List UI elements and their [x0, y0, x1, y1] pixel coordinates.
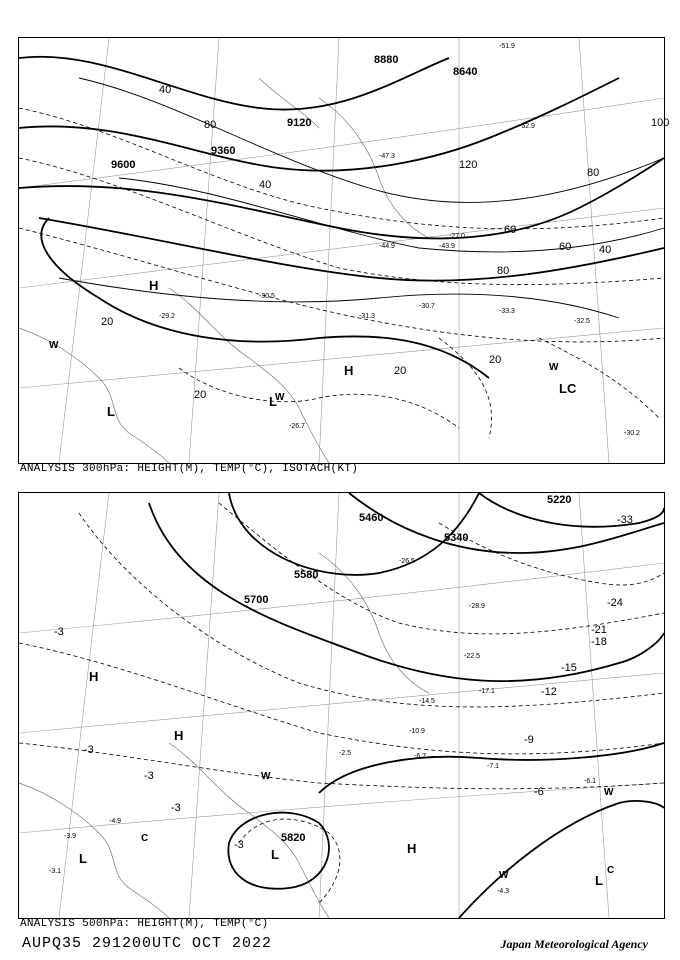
temp-label: -7.1: [487, 763, 500, 770]
height-label: 9120: [287, 117, 312, 129]
isotach-label: 100: [651, 117, 670, 129]
isotach-label: 120: [459, 159, 478, 171]
isotach-label: 40: [259, 179, 272, 191]
temp-label: -17.1: [479, 688, 495, 695]
caption-500hpa: ANALYSIS 500hPa: HEIGHT(M), TEMP(°C): [20, 918, 269, 930]
low-cold-center: LC: [559, 381, 577, 396]
isotherm-label: -12: [541, 686, 557, 698]
low-center: L: [107, 404, 115, 419]
low-center: L: [595, 873, 603, 888]
temp-label: -30.2: [624, 430, 640, 437]
height-label: 9600: [111, 159, 136, 171]
isotherm-label: -9: [524, 734, 534, 746]
isotach-label: 80: [204, 119, 217, 131]
temp-label: -28.9: [469, 603, 485, 610]
temp-label: -3.1: [49, 868, 62, 875]
temp-label: -3.9: [64, 833, 77, 840]
height-label: 8640: [453, 66, 478, 78]
low-center: L: [79, 851, 87, 866]
temp-label: -32.5: [574, 318, 590, 325]
isotach-label: 40: [599, 244, 612, 256]
warm-center: W: [275, 392, 285, 403]
isotherm-label: -3: [171, 802, 181, 814]
isotach-label: 80: [587, 167, 600, 179]
temp-label: -30.5: [259, 293, 275, 300]
temp-label: -27.0: [449, 233, 465, 240]
height-label: 5820: [281, 832, 306, 844]
high-center: H: [149, 278, 159, 293]
isotherm-label: -3: [54, 626, 64, 638]
isotach-label: 20: [489, 354, 502, 366]
temp-label: -4.9: [109, 818, 122, 825]
cold-center: C: [607, 865, 615, 876]
isotherm-label: -6: [534, 786, 544, 798]
bulletin-code: AUPQ35 291200UTC OCT 2022: [22, 935, 273, 952]
height-label: 5340: [444, 532, 469, 544]
isotach-label: 40: [159, 84, 172, 96]
low-center: L: [271, 847, 279, 862]
pressure-centers-500: [79, 669, 614, 888]
warm-center: W: [499, 870, 509, 881]
cold-center: C: [141, 833, 149, 844]
temp-label: -43.9: [439, 243, 455, 250]
isotherm-label: -15: [561, 662, 577, 674]
chart-500hpa: [18, 492, 665, 919]
high-center: H: [407, 841, 417, 856]
temp-label: -31.3: [359, 313, 375, 320]
high-center: H: [89, 669, 99, 684]
height-label: 5460: [359, 512, 384, 524]
chart-300hpa: [18, 37, 670, 464]
warm-center: W: [549, 362, 559, 373]
isotherm-label: -18: [591, 636, 607, 648]
temp-label: -6.7: [414, 753, 427, 760]
isotach-label: 80: [497, 265, 510, 277]
isotherm-label: -3: [144, 770, 154, 782]
temp-label: -6.1: [584, 778, 597, 785]
agency-name: Japan Meteorological Agency: [500, 937, 648, 951]
isotherm-label: -3: [234, 839, 244, 851]
temp-label: -51.9: [499, 43, 515, 50]
temp-label: -10.9: [409, 728, 425, 735]
temp-label: -33.3: [499, 308, 515, 315]
isotherm-label: -21: [591, 624, 607, 636]
isotherm-label: -33: [617, 514, 633, 526]
map-500hpa: [19, 493, 664, 918]
height-label: 9360: [211, 145, 236, 157]
temp-label: -52.9: [519, 123, 535, 130]
isotach-label: 60: [559, 241, 572, 253]
high-center: H: [344, 363, 354, 378]
isotherm-label: -3: [84, 744, 94, 756]
map-300hpa: [19, 38, 670, 463]
graticule-500: [19, 493, 664, 918]
temp-label: -2.5: [339, 750, 352, 757]
warm-center: W: [261, 771, 271, 782]
warm-center: W: [604, 787, 614, 798]
height-label: 5220: [547, 494, 572, 506]
high-center: H: [174, 728, 184, 743]
temperature-values-300: [159, 43, 640, 437]
warm-center: W: [49, 340, 59, 351]
temp-label: -26.7: [289, 423, 305, 430]
isotach-label: 20: [194, 389, 207, 401]
temp-label: -30.7: [419, 303, 435, 310]
height-label: 5700: [244, 594, 269, 606]
height-labels-300: [111, 54, 477, 171]
caption-300hpa: ANALYSIS 300hPa: HEIGHT(M), TEMP(°C), ISOTACH(KT): [20, 463, 359, 475]
height-label: 8880: [374, 54, 399, 66]
isotherm-label: -24: [607, 597, 623, 609]
temp-label: -29.2: [159, 313, 175, 320]
isotherm-labels-500: [54, 514, 633, 851]
temp-label: -44.9: [379, 243, 395, 250]
low-center: L: [269, 394, 277, 409]
temp-label: -47.3: [379, 153, 395, 160]
temp-label: -14.5: [419, 698, 435, 705]
isotach-label: 20: [101, 316, 114, 328]
isotach-label: 20: [394, 365, 407, 377]
temp-label: -26.5: [399, 558, 415, 565]
height-label: 5580: [294, 569, 319, 581]
temp-label: -22.5: [464, 653, 480, 660]
pressure-centers-300: [49, 278, 577, 419]
isotach-label: 60: [504, 224, 517, 236]
coastline-300: [19, 78, 429, 463]
height-contours-300: [19, 57, 664, 378]
temp-label: -4.3: [497, 888, 510, 895]
